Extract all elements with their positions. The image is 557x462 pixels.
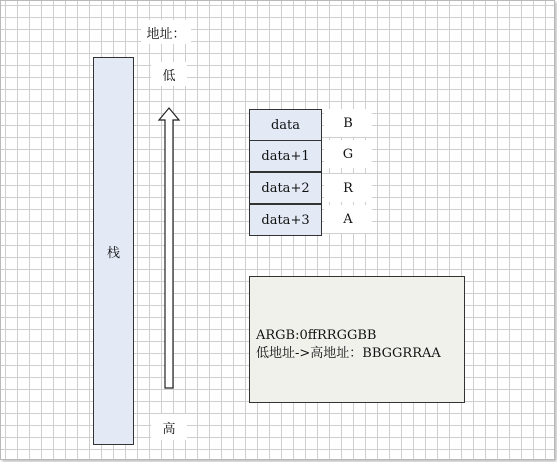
channel-label-a: A — [324, 205, 372, 233]
channel-label-r: R — [324, 174, 372, 202]
memory-cell-label: data+3 — [261, 212, 310, 228]
high-address-label: 高 — [151, 414, 187, 440]
memory-cell-label: data+2 — [261, 180, 310, 196]
channel-label-b: B — [324, 109, 372, 137]
memory-cell-data-plus-3 — [249, 204, 322, 236]
memory-cell-label: data+1 — [261, 148, 310, 164]
memory-cell-data — [249, 109, 322, 141]
stack-box — [93, 57, 134, 445]
note-line-order: 低地址->高地址：BBGGRRAA — [256, 345, 441, 361]
low-address-label: 低 — [151, 62, 187, 86]
note-box — [249, 276, 465, 403]
up-arrow-icon — [151, 106, 187, 396]
memory-cell-data-plus-2 — [249, 172, 322, 204]
memory-cell-label: data — [270, 117, 301, 133]
channel-label-g: G — [324, 140, 372, 168]
note-line-format: ARGB:0ffRRGGBB — [256, 327, 377, 343]
address-label: 地址： — [141, 20, 191, 44]
stack-label: 栈 — [106, 245, 120, 261]
memory-cell-data-plus-1 — [249, 140, 322, 172]
